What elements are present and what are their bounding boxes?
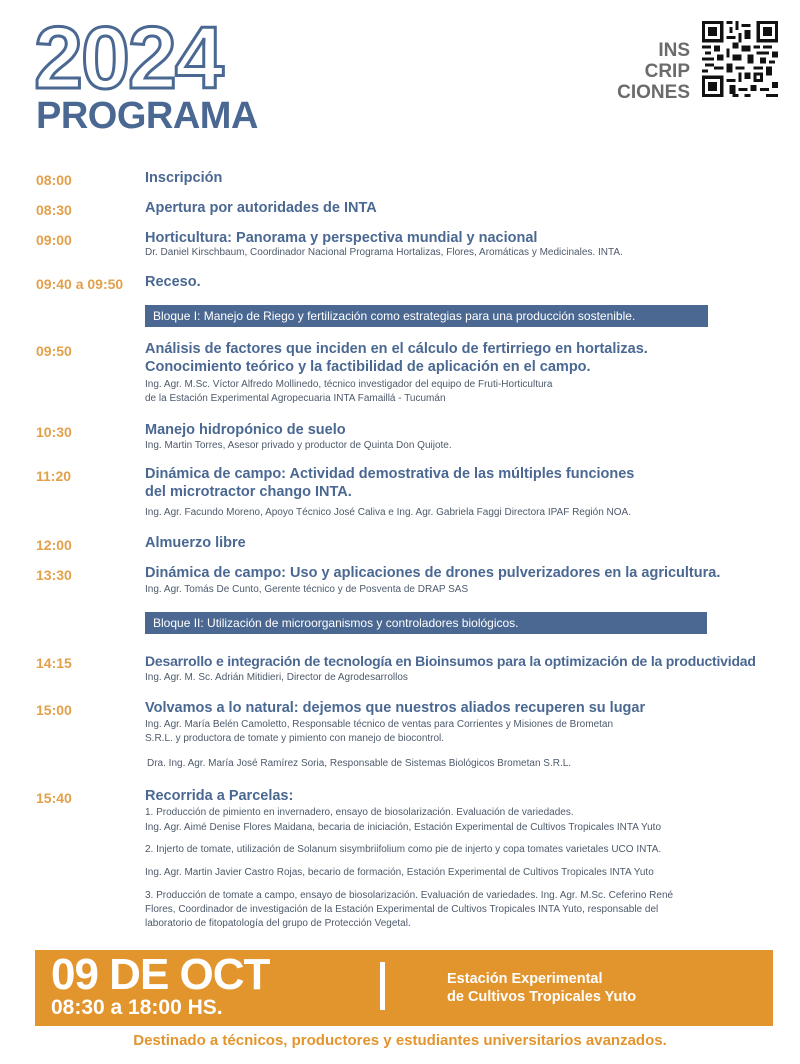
time-0900: 09:00 [36, 232, 72, 248]
year-title: 2024 [34, 8, 222, 107]
item-title: Apertura por autoridades de INTA [145, 200, 377, 216]
item-title: Receso. [145, 274, 201, 290]
bloque-2-banner: Bloque II: Utilización de microorganismos y controladores biológicos. [145, 612, 707, 634]
parcel-item-3: 3. Producción de tomate a campo, ensayo de biosolarización. Evaluación de variedades. Ing. Agr. M.Sc. Ceferino René [145, 890, 674, 901]
parcel-speaker-1: Ing. Agr. Aimé Denise Flores Maidana, becaria de iniciación, Estación Experimental de Cultivos Tropicales INTA Yuto [145, 822, 662, 833]
bloque-1-banner: Bloque I: Manejo de Riego y fertilización como estrategias para una producción sostenible. [145, 305, 708, 327]
event-place [447, 970, 636, 1006]
parcel-item-3-line-2: Flores, Coordinador de investigación de la Estación Experimental de Cultivos Tropicales INTA Yuto, responsable del [145, 904, 659, 915]
item-speaker: Ing. Agr. María Belén Camoletto, Responsable técnico de ventas para Corrientes y Misiones de Brometan [145, 719, 614, 730]
time-1200: 12:00 [36, 537, 72, 553]
item-speaker: Ing. Agr. M. Sc. Adrián Mitidieri, Director de Agrodesarrollos [145, 672, 408, 683]
time-1120: 11:20 [36, 468, 72, 484]
time-1030: 10:30 [36, 424, 72, 440]
item-title: Desarrollo e integración de tecnología en Bioinsumos para la optimización de la productividad [145, 653, 756, 669]
event-place-line-1: Estación Experimental [447, 971, 603, 987]
time-1330: 13:30 [36, 567, 72, 583]
item-title: Recorrida a Parcelas: [145, 788, 294, 804]
item-title: Dinámica de campo: Actividad demostrativa de las múltiples funciones [145, 466, 635, 482]
item-title: Almuerzo libre [145, 535, 246, 551]
parcel-item-3-line-3: laboratorio de fitopatología del grupo de Protección Vegetal. [145, 918, 411, 929]
inscripciones-label [617, 40, 690, 103]
inscripciones-line-3: CIONES [617, 82, 690, 103]
item-title: Análisis de factores que inciden en el cálculo de fertirriego en hortalizas. [145, 341, 648, 357]
item-speaker: Ing. Martin Torres, Asesor privado y productor de Quinta Don Quijote. [145, 440, 452, 451]
event-hours: 08:30 a 18:00 HS. [51, 996, 223, 1019]
item-speaker: Ing. Agr. Facundo Moreno, Apoyo Técnico José Caliva e Ing. Agr. Gabriela Faggi Directora IPAF Región NOA. [145, 507, 631, 518]
item-title-line-2: del microtractor chango INTA. [145, 484, 352, 500]
item-speaker: Ing. Agr. M.Sc. Víctor Alfredo Mollinedo, técnico investigador del equipo de Fruti-Horticultura [145, 379, 553, 390]
divider [380, 962, 385, 1010]
item-speaker: Ing. Agr. Tomás De Cunto, Gerente técnico y de Posventa de DRAP SAS [145, 584, 469, 595]
item-title-line-2: Conocimiento teórico y la factibilidad de aplicación en el campo. [145, 359, 591, 375]
time-1415: 14:15 [36, 655, 72, 671]
audience-note: Destinado a técnicos, productores y estudiantes universitarios avanzados. [133, 1032, 667, 1049]
time-0950: 09:50 [36, 343, 72, 359]
program-title: PROGRAMA [36, 95, 258, 137]
time-0830: 08:30 [36, 202, 72, 218]
item-speaker: Dr. Daniel Kirschbaum, Coordinador Nacional Programa Hortalizas, Flores, Aromáticas y Medicinales. INTA. [145, 247, 623, 258]
event-date: 09 DE OCT [51, 950, 270, 999]
item-speaker-line-2: de la Estación Experimental Agropecuaria INTA Famaillá - Tucumán [145, 393, 446, 404]
time-0800: 08:00 [36, 172, 72, 188]
item-title: Manejo hidropónico de suelo [145, 422, 346, 438]
inscripciones-line-2: CRIP [644, 61, 690, 82]
inscripciones-line-1: INS [658, 40, 690, 61]
item-title: Horticultura: Panorama y perspectiva mundial y nacional [145, 230, 538, 246]
qr-code-icon[interactable] [702, 20, 778, 98]
parcel-item-2: 2. Injerto de tomate, utilización de Solanum sisymbriifolium como pie de injerto y copa tomates varietales UCO INTA. [145, 844, 662, 855]
item-speaker-line-2: S.R.L. y productora de tomate y pimiento con manejo de biocontrol. [145, 733, 445, 744]
time-1500: 15:00 [36, 702, 72, 718]
item-title: Dinámica de campo: Uso y aplicaciones de drones pulverizadores en la agricultura. [145, 565, 721, 581]
item-title: Volvamos a lo natural: dejemos que nuestros aliados recuperen su lugar [145, 700, 646, 716]
parcel-item-1: 1. Producción de pimiento en invernadero, ensayo de biosolarización. Evaluación de variedades. [145, 807, 574, 818]
item-speaker-2: Dra. Ing. Agr. María José Ramírez Soria, Responsable de Sistemas Biológicos Brometan S.R.L. [147, 758, 572, 769]
event-place-line-2: de Cultivos Tropicales Yuto [447, 989, 637, 1005]
parcel-speaker-2: Ing. Agr. Martin Javier Castro Rojas, becario de formación, Estación Experimental de Cultivos Tropicales INTA Yuto [145, 867, 654, 878]
time-1540: 15:40 [36, 790, 72, 806]
event-banner [35, 950, 773, 1026]
item-title: Inscripción [145, 170, 223, 186]
time-0940: 09:40 a 09:50 [36, 276, 124, 292]
